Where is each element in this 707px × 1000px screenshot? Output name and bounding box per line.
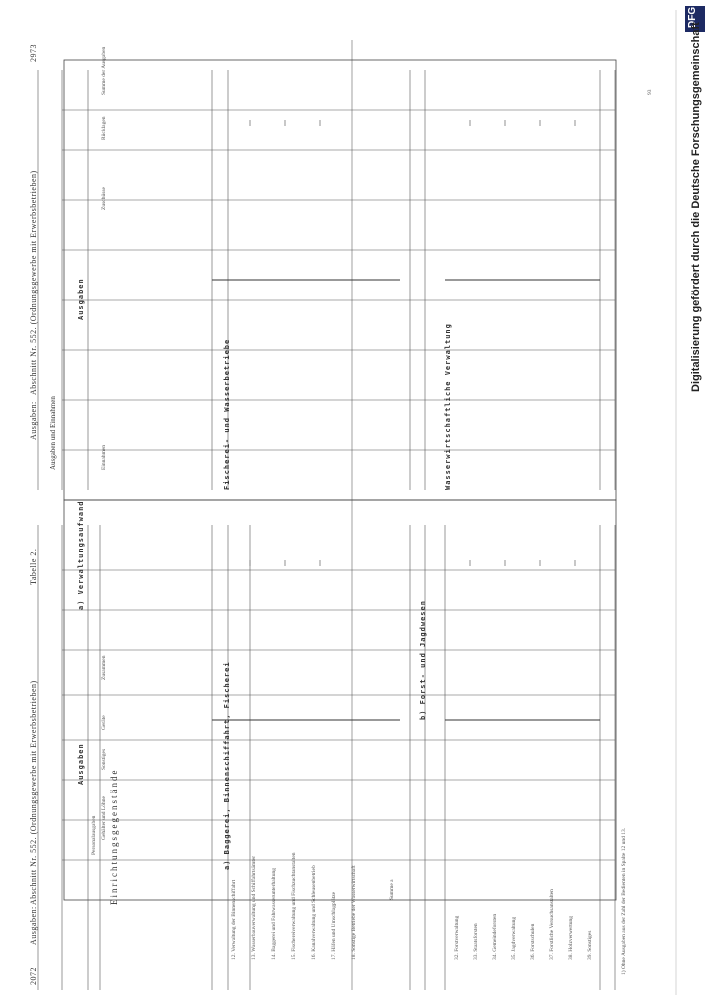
left-table-label: Tabelle 2.	[29, 548, 38, 585]
left-col-gehalt: Gehälter und Löhne	[101, 796, 107, 840]
left-row-a-4: 15. Fischereiverwaltung und Fischzuchtanstalten	[291, 852, 297, 960]
left-col-personal: Personalausgaben	[91, 815, 97, 855]
left-col-sonstiges: Sonstiges	[101, 748, 107, 770]
left-row-b-8: 39. Sonstiges	[587, 930, 593, 960]
left-row-a-2: 13. Wasserbauverwaltung und Schiffahrtsämter	[251, 855, 257, 960]
left-row-b-1: 32. Forstverwaltung	[454, 915, 460, 960]
left-row-b-6: 37. Forstliche Versuchsanstalten	[549, 889, 555, 960]
right-header-prefix: Ausgaben:	[29, 401, 38, 440]
left-row-a-7: 18. Sonstige Betriebe der Wasserwirtschaft	[351, 865, 357, 960]
right-section-a: Fischerei- und Wasserbetriebe	[223, 338, 231, 490]
right-page-number: 2973	[29, 44, 38, 62]
right-col-einnahmen: Einnahmen	[101, 444, 107, 470]
dfg-watermark: Digitalisierung gefördert durch die Deutsche Forschungsgemeinschaft	[690, 22, 702, 392]
right-col-gesamt: Summe der Ausgaben	[101, 46, 107, 95]
left-row-a-3: 14. Baggerei und Fahrwasserunterhaltung	[271, 868, 277, 960]
left-row-a-5: 16. Kanalverwaltung und Schleusenbetrieb	[311, 865, 317, 960]
right-col-rueck: Rücklagen	[101, 116, 107, 140]
left-section-b: b) Forst- und Jagdwesen	[419, 600, 427, 720]
left-column-header: Einrichtungsgegenstände	[109, 768, 119, 905]
right-header-title: Abschnitt Nr. 552. (Ordnungsgewerbe mit Erwerbsbetrieben)	[29, 170, 38, 395]
right-group-ausgaben: Ausgaben	[77, 278, 85, 320]
left-header-prefix: Ausgaben:	[29, 906, 38, 945]
left-row-a-6: 17. Häfen und Umschlagplätze	[331, 891, 337, 960]
left-row-b-3: 34. Gemeindeforsten	[492, 913, 498, 960]
left-row-b-2: 33. Staatsforsten	[473, 923, 479, 960]
left-row-b-7: 38. Holzverwertung	[568, 916, 574, 960]
left-footnote: 1) Ohne Ausgaben aus der Zahl der Bedienten in Spalte 12 und 13.	[621, 827, 627, 975]
left-row-b-4: 35. Jagdverwaltung	[511, 916, 517, 960]
left-row-b-5: 36. Forstschulen	[530, 923, 536, 960]
left-group-ausgaben: Ausgaben	[77, 743, 85, 785]
left-page-number: 2072	[29, 967, 38, 985]
left-rows-a-sum: Summe a	[389, 879, 395, 900]
left-col-zusammen: Zusammen	[101, 655, 107, 680]
left-group-verwaltung: a) Verwaltungsaufwand	[77, 500, 85, 610]
left-row-a-1: 12. Verwaltung der Binnenschiffahrt	[231, 879, 237, 960]
left-section-a: a) Baggerei, Binnenschiffahrt, Fischerei	[223, 661, 231, 870]
left-header-title: Abschnitt Nr. 552. (Ordnungsgewerbe mit Erwerbsbetrieben)	[29, 680, 38, 905]
right-page-mark: 93	[647, 89, 653, 95]
right-col-zuschuss: Zuschüsse	[101, 187, 107, 210]
left-col-geraete: Geräte	[101, 715, 107, 730]
right-subheader: Ausgaben und Einnahmen	[49, 396, 57, 470]
right-section-b: Wasserwirtschaftliche Verwaltung	[444, 323, 452, 490]
dfg-logo: DFG	[685, 6, 705, 32]
